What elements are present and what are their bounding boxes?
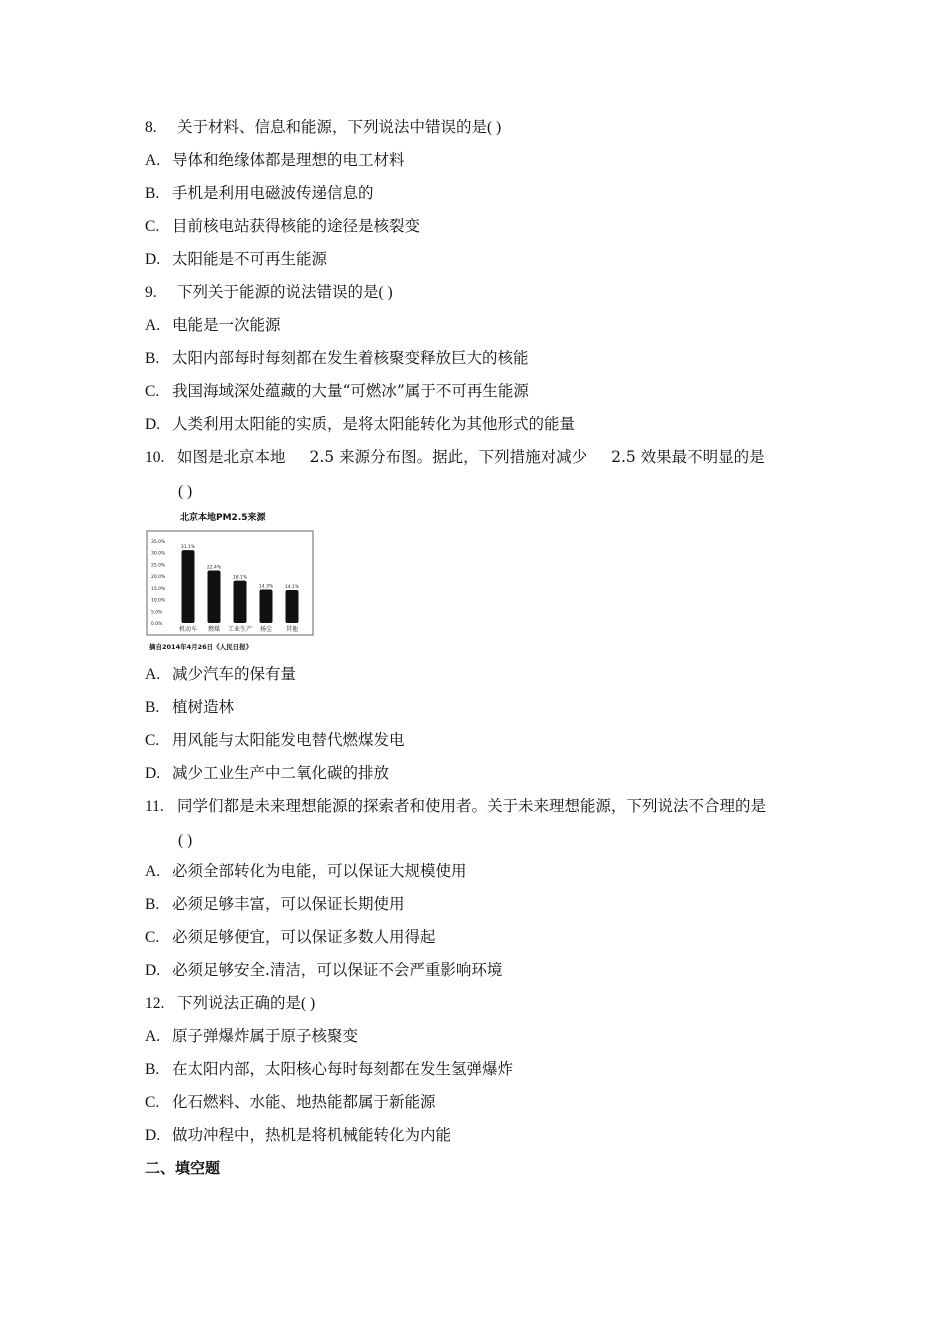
question-text: 下列关于能源的说法错误的是: [177, 283, 379, 301]
option-text: 原子弹爆炸属于原子核聚变: [172, 1027, 359, 1045]
option-text: 必须全部转化为电能，可以保证大规模使用: [172, 862, 467, 880]
option-8c: [145, 216, 420, 237]
chart-bar: [182, 550, 195, 623]
option-label: C.: [145, 929, 160, 946]
answer-paren: ( ): [487, 119, 502, 136]
answer-paren: ( ): [301, 995, 316, 1012]
option-label: B.: [145, 896, 160, 913]
option-10c: [145, 730, 405, 751]
option-label: A.: [145, 1028, 161, 1045]
option-10d: [145, 763, 389, 784]
question-text: 如图是北京本地: [177, 448, 286, 466]
option-label: C.: [145, 383, 160, 400]
x-category-label: 机动车: [178, 626, 198, 633]
option-label: B.: [145, 699, 160, 716]
answer-paren: ( ): [378, 284, 393, 301]
bar-data-label: 14.1%: [284, 584, 300, 590]
question-11-paren: [178, 830, 192, 851]
option-11a: [145, 861, 467, 882]
option-9b: [145, 348, 529, 369]
chart-bar: [208, 571, 221, 623]
y-tick-label: 30.0%: [151, 551, 166, 557]
option-text: 必须足够丰富，可以保证长期使用: [172, 895, 405, 913]
option-label: A.: [145, 863, 161, 880]
option-text: 做功冲程中，热机是将机械能转化为内能: [172, 1126, 452, 1144]
y-tick-label: 0.0%: [151, 622, 163, 627]
chart-source: 摘自2014年4月26日《人民日报》: [149, 643, 253, 651]
option-label: C.: [145, 218, 160, 235]
option-label: D.: [145, 765, 161, 782]
option-text: 人类利用太阳能的实质，是将太阳能转化为其他形式的能量: [172, 415, 576, 433]
option-11d: [145, 960, 502, 981]
question-9-stem: [145, 282, 393, 303]
option-12c: [145, 1092, 436, 1113]
question-text: 同学们都是未来理想能源的探索者和使用者。关于未来理想能源，下列说法不合理的是: [177, 797, 767, 815]
y-tick-label: 15.0%: [151, 586, 166, 592]
option-label: C.: [145, 1094, 160, 1111]
option-9d: [145, 414, 575, 435]
question-number: 11.: [145, 798, 164, 815]
option-11c: [145, 927, 436, 948]
option-label: D.: [145, 416, 161, 433]
question-number: 12.: [145, 995, 165, 1012]
answer-paren: ( ): [178, 483, 193, 500]
y-tick-label: 35.0%: [151, 540, 166, 545]
bar-data-label: 31.1%: [180, 545, 196, 551]
option-text: 必须足够便宜，可以保证多数人用得起: [172, 928, 436, 946]
option-label: D.: [145, 1127, 161, 1144]
option-label: B.: [145, 1061, 160, 1078]
bar-data-label: 22.4%: [206, 565, 222, 571]
pm25-source-chart: [145, 505, 320, 653]
option-label: B.: [145, 185, 160, 202]
option-9a: [145, 315, 281, 336]
question-8-stem: [145, 117, 501, 138]
chart-title: 北京本地PM2.5来源: [180, 513, 266, 523]
x-category-label: 燃煤: [207, 626, 221, 633]
option-text: 化石燃料、水能、地热能都属于新能源: [172, 1093, 436, 1111]
option-8a: [145, 150, 405, 171]
option-text: 导体和绝缘体都是理想的电工材料: [172, 151, 405, 169]
option-label: C.: [145, 732, 160, 749]
question-10-paren: [178, 481, 192, 502]
option-8b: [145, 183, 374, 204]
option-10a: [145, 664, 296, 685]
question-11-stem: [145, 796, 766, 817]
option-text: 在太阳内部，太阳核心每时每刻都在发生氢弹爆炸: [172, 1060, 514, 1078]
option-label: D.: [145, 251, 161, 268]
y-tick-label: 10.0%: [151, 598, 166, 604]
option-12b: [145, 1059, 513, 1080]
option-text: 目前核电站获得核能的途径是核裂变: [172, 217, 421, 235]
y-tick-label: 20.0%: [151, 575, 166, 581]
option-text: 电能是一次能源: [172, 316, 281, 334]
question-12-stem: [145, 993, 315, 1014]
option-text: 减少汽车的保有量: [172, 665, 297, 683]
question-number: 9.: [145, 284, 157, 301]
option-text: 我国海域深处蕴藏的大量“可燃冰”属于不可再生能源: [172, 382, 529, 400]
option-label: D.: [145, 962, 161, 979]
option-text: 植树造林: [172, 698, 235, 716]
option-text: 用风能与太阳能发电替代燃煤发电: [172, 731, 405, 749]
x-category-label: 扬尘: [259, 626, 273, 633]
option-text: 手机是利用电磁波传递信息的: [172, 184, 374, 202]
option-8d: [145, 249, 327, 270]
question-10-stem: [145, 447, 765, 468]
option-12a: [145, 1026, 358, 1047]
x-category-label: 其他: [285, 626, 299, 633]
chart-bar: [286, 590, 299, 623]
question-text: 关于材料、信息和能源，下列说法中错误的是: [177, 118, 488, 136]
question-text: 下列说法正确的是: [177, 994, 302, 1012]
option-10b: [145, 697, 234, 718]
option-text: 太阳内部每时每刻都在发生着核聚变释放巨大的核能: [172, 349, 529, 367]
option-label: A.: [145, 666, 161, 683]
section-title: 二、填空题: [145, 1159, 221, 1177]
question-number: 8.: [145, 119, 157, 136]
bar-data-label: 14.3%: [258, 584, 274, 590]
y-tick-label: 5.0%: [151, 610, 163, 616]
option-12d: [145, 1125, 451, 1146]
question-number: 10.: [145, 449, 165, 466]
chart-bar: [234, 581, 247, 623]
option-9c: [145, 381, 529, 402]
chart-bar: [260, 589, 273, 623]
option-text: 减少工业生产中二氧化碳的排放: [172, 764, 390, 782]
answer-paren: ( ): [178, 832, 193, 849]
option-label: B.: [145, 350, 160, 367]
option-11b: [145, 894, 405, 915]
x-category-label: 工业生产: [227, 626, 253, 633]
option-label: A.: [145, 152, 161, 169]
option-text: 必须足够安全.清洁，可以保证不会严重影响环境: [172, 961, 503, 979]
question-text: 2.5 效果最不明显的是: [611, 448, 765, 466]
bar-data-label: 18.1%: [232, 575, 248, 581]
option-text: 太阳能是不可再生能源: [172, 250, 328, 268]
question-text: 2.5 来源分布图。据此，下列措施对减少: [309, 448, 588, 466]
y-tick-label: 25.0%: [151, 563, 166, 569]
option-label: A.: [145, 317, 161, 334]
